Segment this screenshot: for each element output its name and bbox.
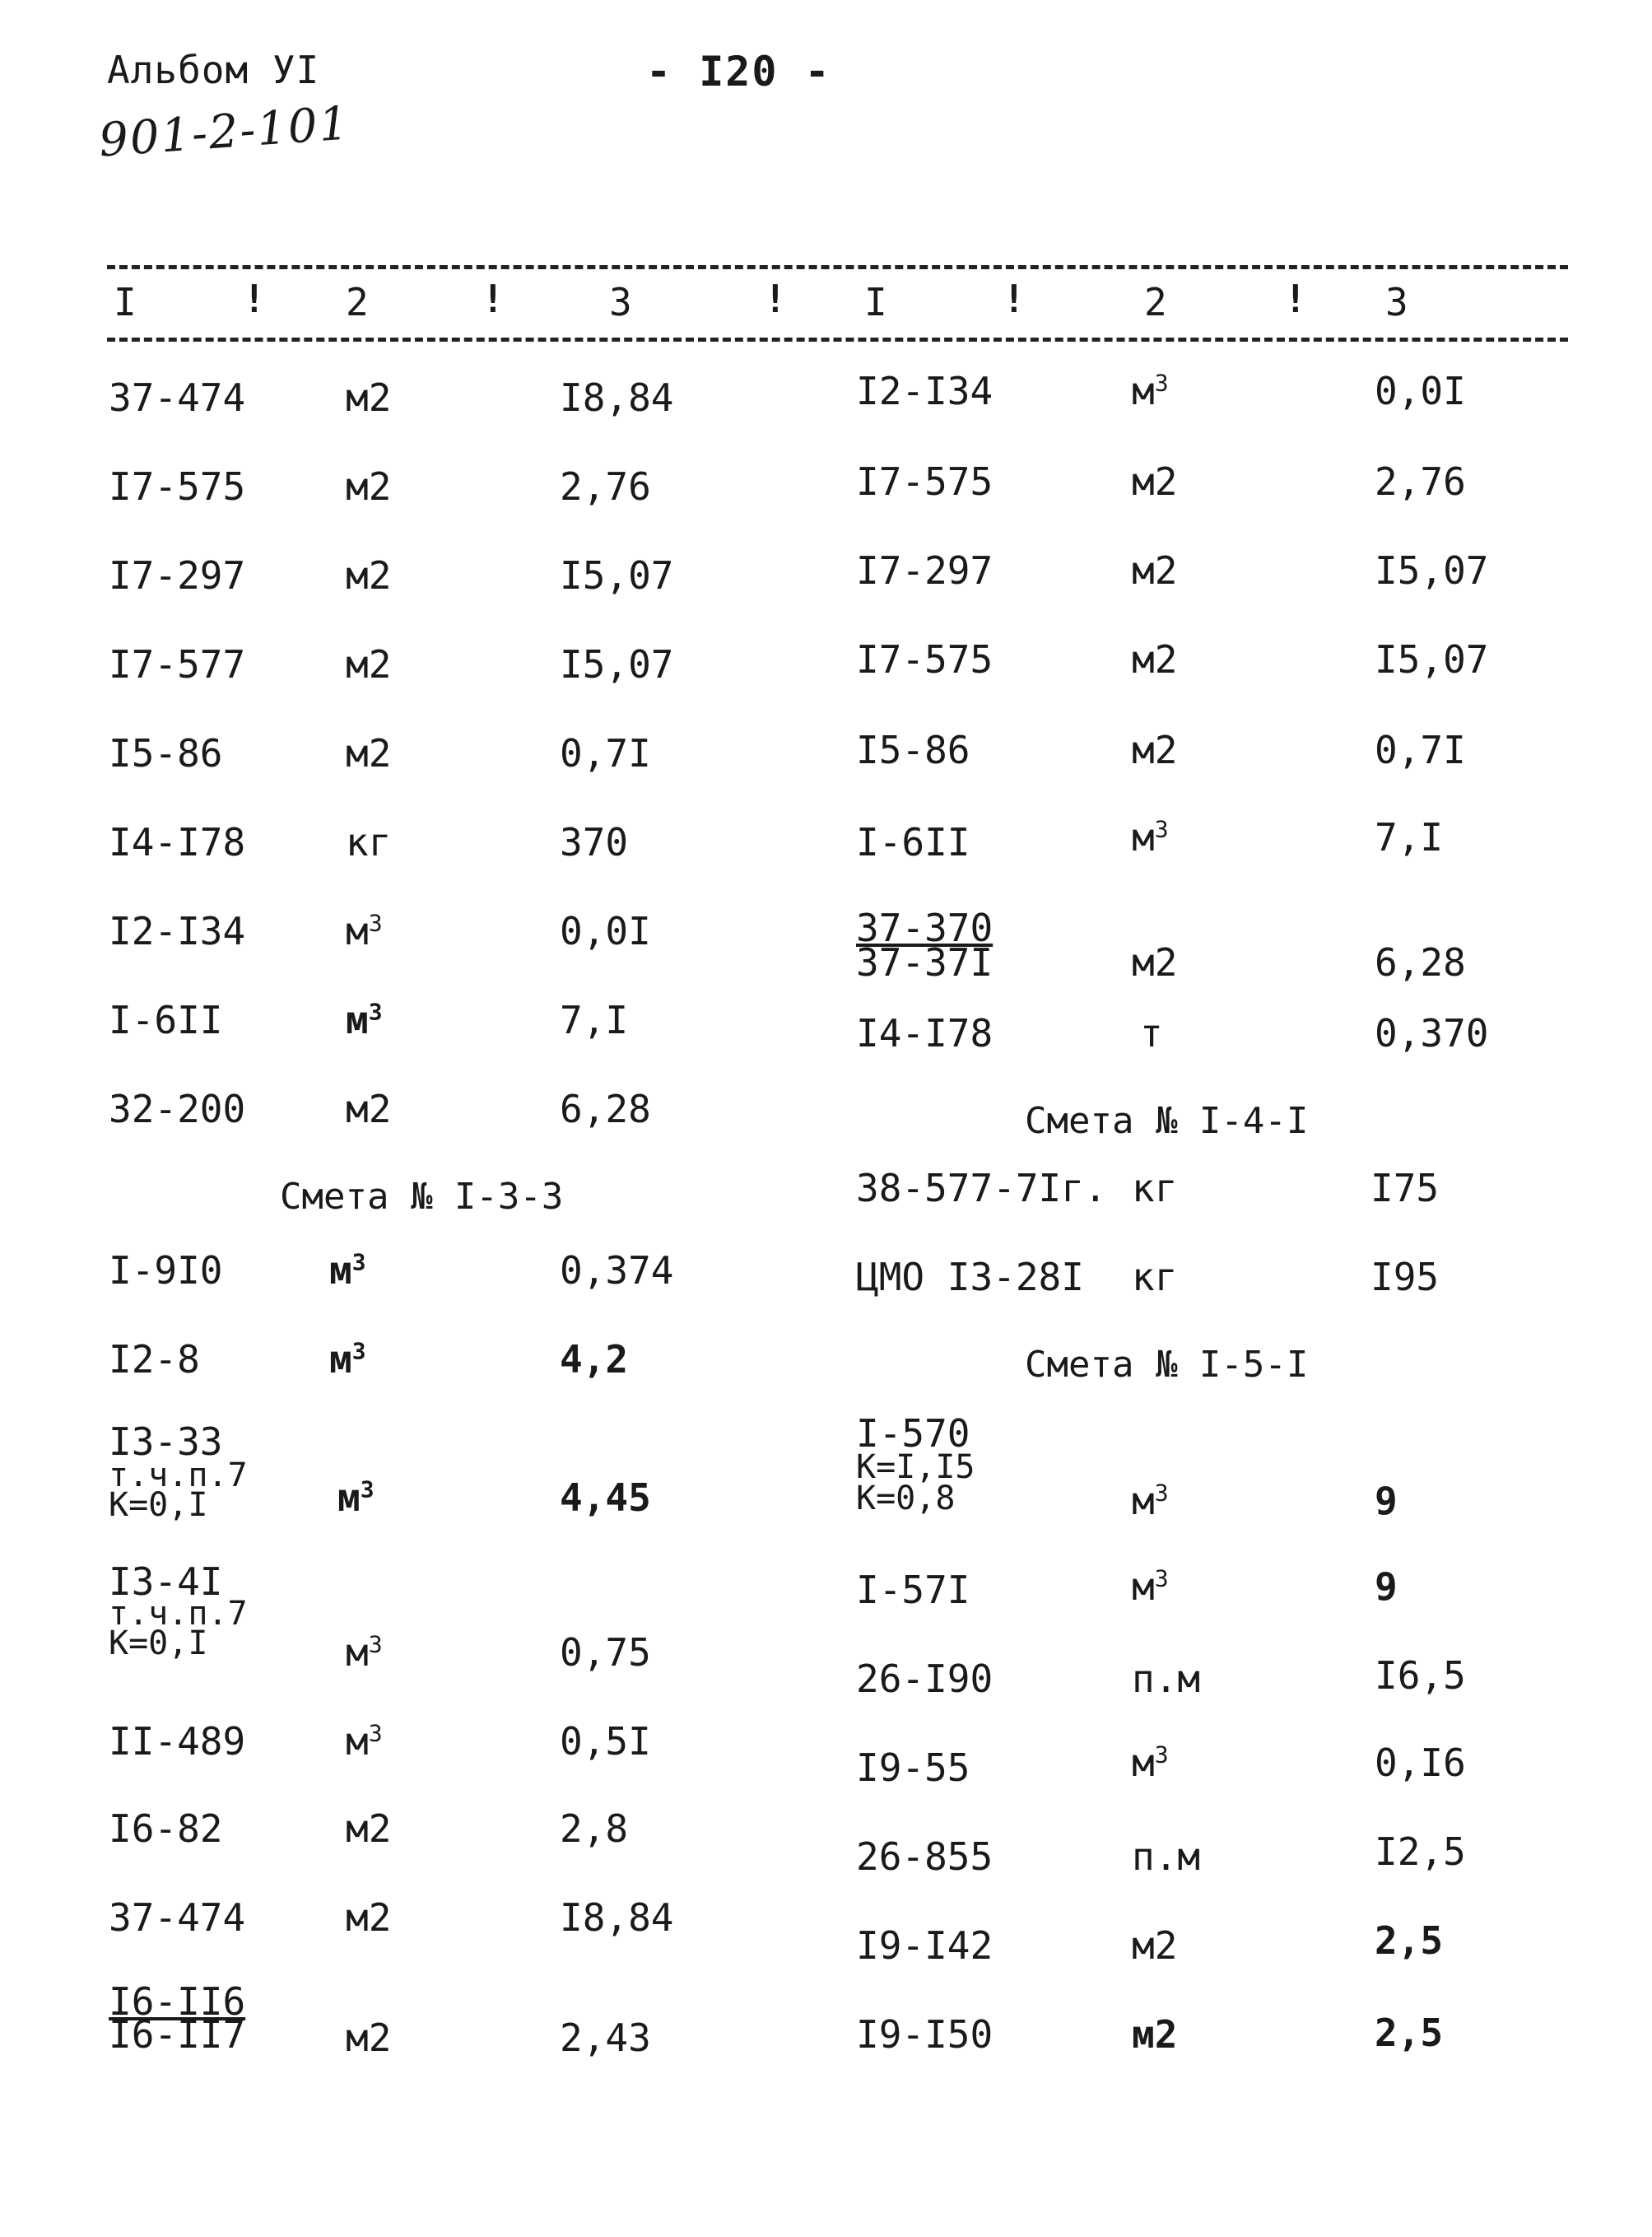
- col-separator: !: [482, 277, 505, 321]
- col-header-3-left: 3: [609, 280, 632, 324]
- section-title: Смета № I-4-I: [1025, 1100, 1309, 1142]
- col-header-1-left: I: [114, 280, 137, 324]
- album-label: Альбом УІ: [107, 48, 320, 92]
- col-header-2-left: 2: [346, 280, 369, 324]
- col-header-2-right: 2: [1144, 280, 1167, 324]
- table-header-rule: [107, 338, 1568, 342]
- col-header-1-right: I: [864, 280, 887, 324]
- page-number: - I20 -: [646, 48, 831, 96]
- handwritten-series-code: 901-2-101: [97, 96, 352, 168]
- col-separator: !: [243, 277, 266, 321]
- col-separator: !: [1284, 277, 1307, 321]
- table-top-rule: [107, 265, 1568, 269]
- col-separator: !: [1003, 277, 1026, 321]
- section-title: Смета № I-5-I: [1025, 1344, 1309, 1386]
- document-page: Альбом УІ 901-2-101 - I20 - I ! 2 ! 3 ! I ! 2 ! 3 37-474 м2 I8,84 I7-575 м2 2,76 I7-297 м2 I5,07 I7-577 м2 I5,07 I5-86 м2 0,7I I4-I78 кг 370 I2-I34 $м^3$ 0,0I I-6II $м^3$ 7,I 32-200 м2 6,28 Смета № I-3-3 I-9I0 $м^3$ 0,374 I2-8 $м^3$ 4,2 I3-33 т.ч.п.7 К=0,I $м^3$ 4,45 I3-4I т.ч.п.7 К=0,I $м^3$ 0,75 II-489 $м^3$ 0,5I I6-82 м2 2,8 37-474 м2 I8,84 I6-II6 I6-II7 м2 2,43 I2-I34 $м^3$ 0,0I I7-575 м2 2,76 I7-297 м2 I5,07 I7-575 м2 I5,07 I5-86 м2 0,7I I-6II $м^3$ 7,I 37-370 37-37I м2 6,28 I4-I78 т 0,370 Смета № I-4-I 38-577-7Iг. кг I75 ЦМО I3-28I кг I95 Смета № I-5-I I-570 К=I,I5 К=0,8 $м^3$ 9 I-57I $м^3$ 9 26-I90 п.м I6,5 I9-55 $м^3$ 0,I6 26-855 п.м I2,5 I9-I42 м2 2,5 I9-I50 м2 2,5: [0, 0, 1652, 2237]
- col-header-3-right: 3: [1385, 280, 1408, 324]
- col-separator: !: [764, 277, 787, 321]
- section-title: Смета № I-3-3: [280, 1176, 564, 1218]
